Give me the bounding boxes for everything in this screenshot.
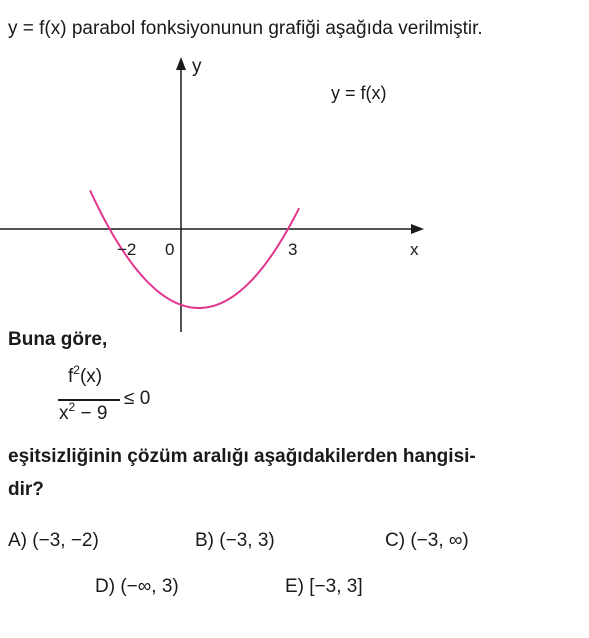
option-c[interactable]: C) (−3, ∞) [385,530,469,551]
question-lead: Buna göre, [8,329,108,350]
option-b[interactable]: B) (−3, 3) [195,530,275,551]
fraction-denominator: $x^2 - 9$ [59,400,108,424]
y-axis-label: y [192,56,202,77]
option-e[interactable]: E) [−3, 3] [285,576,363,597]
inequality-relation: ≤ 0 [124,388,151,409]
curve-label: y = f(x) [331,83,387,103]
question-prompt-line1: eşitsizliğinin çözüm aralığı aşağıdakilerden hangisi- [8,446,476,467]
x-axis-label: x [410,240,419,259]
tick-label-neg2: −2 [117,240,137,259]
tick-label-0: 0 [165,240,175,259]
fraction-bar [58,399,120,401]
parabola-graph [0,52,440,337]
y-axis-arrow [176,57,186,70]
fraction-numerator: $f^2(x)$ [68,363,103,387]
option-d[interactable]: D) (−∞, 3) [95,576,179,597]
question-intro: y = f(x) parabol fonksiyonunun grafiği aşağıda verilmiştir. [8,18,483,39]
option-a[interactable]: A) (−3, −2) [8,530,99,551]
tick-label-3: 3 [288,240,298,259]
question-prompt-line2: dir? [8,479,44,500]
x-axis-arrow [411,224,424,234]
